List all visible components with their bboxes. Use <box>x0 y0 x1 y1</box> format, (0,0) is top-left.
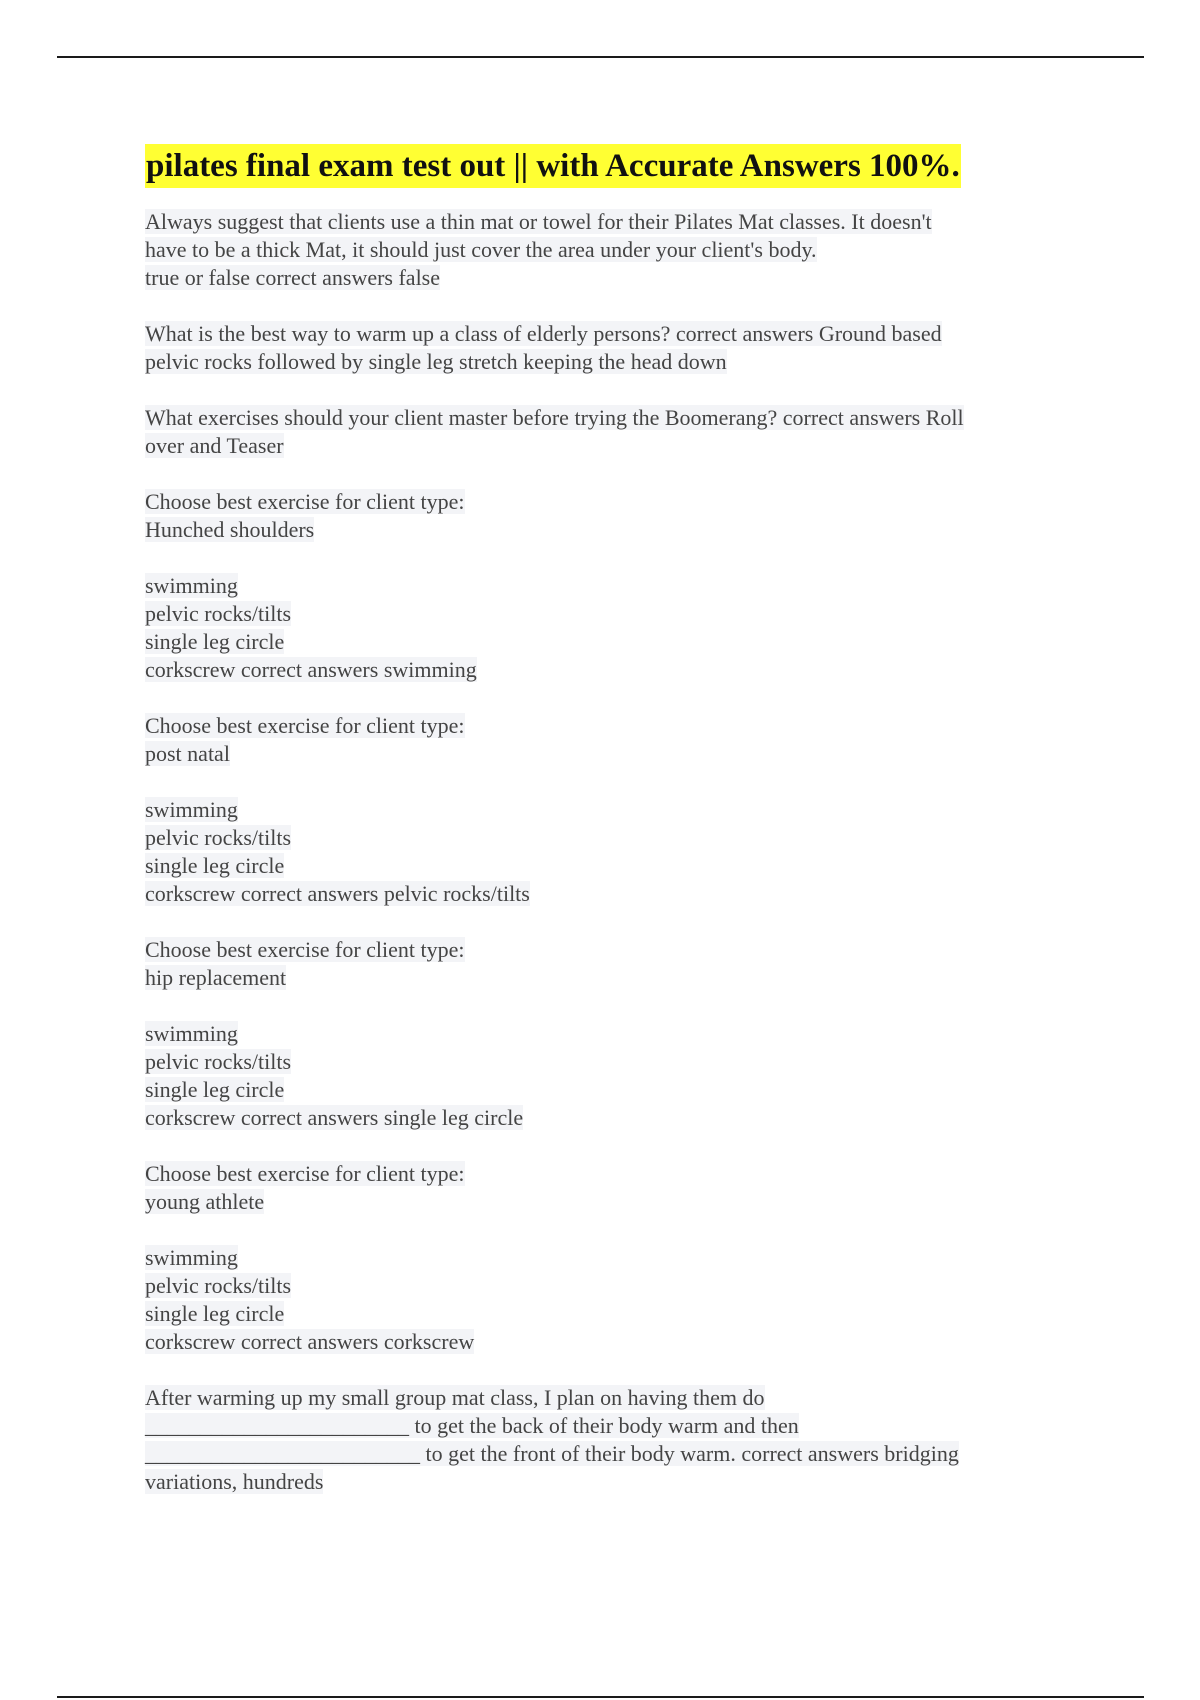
qa-line: swimming <box>145 1021 238 1046</box>
qa-line: swimming <box>145 573 238 598</box>
qa-line: single leg circle <box>145 1301 285 1326</box>
header-rule <box>57 56 1144 58</box>
qa-line: Always suggest that clients use a thin mat or towel for their Pilates Mat classes. It doesn't <box>145 209 932 234</box>
qa-item <box>145 404 1065 460</box>
qa-line: true or false correct answers false <box>145 265 441 290</box>
qa-line: pelvic rocks/tilts <box>145 601 292 626</box>
qa-item <box>145 1384 1065 1496</box>
qa-line: young athlete <box>145 1189 265 1214</box>
qa-line: pelvic rocks/tilts <box>145 1273 292 1298</box>
qa-item <box>145 1160 1065 1356</box>
qa-item <box>145 936 1065 1132</box>
qa-line: Hunched shoulders <box>145 517 315 542</box>
blank-line <box>145 992 1065 1020</box>
qa-line: single leg circle <box>145 629 285 654</box>
qa-line: Choose best exercise for client type: <box>145 489 465 514</box>
qa-line: swimming <box>145 1245 238 1270</box>
qa-line: Choose best exercise for client type: <box>145 713 465 738</box>
blank-line <box>145 544 1065 572</box>
qa-item <box>145 208 1065 292</box>
qa-line: pelvic rocks/tilts <box>145 825 292 850</box>
qa-line: corkscrew correct answers corkscrew <box>145 1329 475 1354</box>
footer-rule <box>57 1696 1144 1698</box>
qa-item <box>145 320 1065 376</box>
document-body <box>145 144 1065 1524</box>
qa-line: What exercises should your client master before trying the Boomerang? correct answers Roll <box>145 405 964 430</box>
blank-line <box>145 1216 1065 1244</box>
qa-line: corkscrew correct answers single leg circle <box>145 1105 524 1130</box>
qa-line: Choose best exercise for client type: <box>145 1161 465 1186</box>
blank-line <box>145 768 1065 796</box>
qa-line: single leg circle <box>145 1077 285 1102</box>
qa-line: post natal <box>145 741 230 766</box>
qa-line: pelvic rocks/tilts <box>145 1049 292 1074</box>
qa-item <box>145 488 1065 684</box>
qa-line: corkscrew correct answers pelvic rocks/tilts <box>145 881 530 906</box>
qa-line: pelvic rocks followed by single leg stretch keeping the head down <box>145 349 727 374</box>
qa-list <box>145 208 1065 1496</box>
qa-line: What is the best way to warm up a class of elderly persons? correct answers Ground based <box>145 321 942 346</box>
qa-line: variations, hundreds <box>145 1469 324 1494</box>
qa-line: over and Teaser <box>145 433 284 458</box>
qa-line: swimming <box>145 797 238 822</box>
qa-line: After warming up my small group mat class, I plan on having them do <box>145 1385 765 1410</box>
qa-line: ________________________ to get the back of their body warm and then <box>145 1413 799 1438</box>
qa-line: _________________________ to get the front of their body warm. correct answers bridging <box>145 1441 959 1466</box>
qa-line: have to be a thick Mat, it should just cover the area under your client's body. <box>145 237 817 262</box>
document-title: pilates final exam test out || with Accurate Answers 100%. <box>145 144 961 188</box>
qa-item <box>145 712 1065 908</box>
qa-line: hip replacement <box>145 965 287 990</box>
qa-line: single leg circle <box>145 853 285 878</box>
qa-line: Choose best exercise for client type: <box>145 937 465 962</box>
qa-line: corkscrew correct answers swimming <box>145 657 477 682</box>
